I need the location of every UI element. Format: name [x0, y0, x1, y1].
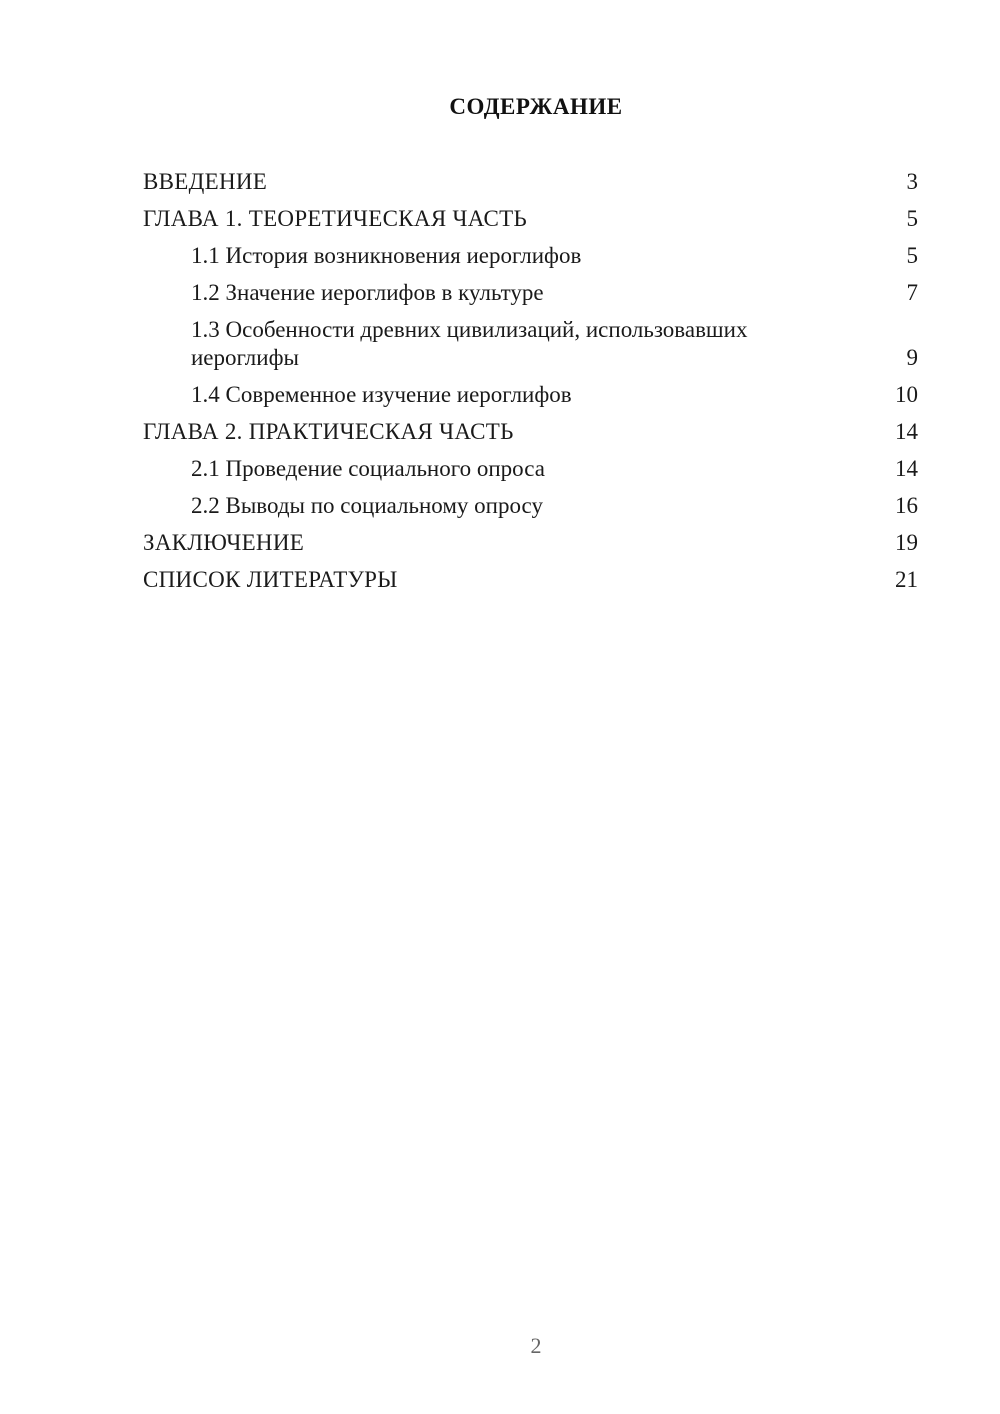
page-number: 2	[530, 1333, 542, 1358]
toc-entry-label: 1.4 Современное изучение иероглифов	[191, 382, 572, 407]
toc-entry-1-4[interactable]	[143, 381, 918, 409]
toc-entry-label: 2.2 Выводы по социальному опросу	[191, 493, 543, 518]
toc-entry-label: 2.1 Проведение социального опроса	[191, 456, 545, 481]
toc-entry-label: 1.2 Значение иероглифов в культуре	[191, 280, 544, 305]
toc-entry-page: 7	[906, 280, 918, 305]
toc-entry-1-1[interactable]	[143, 242, 918, 270]
toc-entry-page: 21	[895, 567, 918, 592]
toc-entry-page: 9	[906, 345, 918, 370]
toc-entry-page: 19	[895, 530, 918, 555]
toc-entry-label: СПИСОК ЛИТЕРАТУРЫ	[143, 567, 398, 592]
toc-entry-chapter-2[interactable]	[143, 418, 918, 446]
toc-entry-page: 14	[895, 419, 918, 444]
toc-entry-1-3[interactable]	[143, 316, 918, 372]
toc-entry-label: ЗАКЛЮЧЕНИЕ	[143, 530, 305, 555]
toc-entry-2-1[interactable]	[143, 455, 918, 483]
toc-entry-references[interactable]	[143, 566, 918, 594]
toc-entry-2-2[interactable]	[143, 492, 918, 520]
toc-entry-page: 5	[906, 243, 918, 268]
toc-entry-page: 14	[895, 456, 918, 481]
toc-entry-conclusion[interactable]	[143, 529, 918, 557]
toc-entry-1-2[interactable]	[143, 279, 918, 307]
toc-entry-label: ГЛАВА 1. ТЕОРЕТИЧЕСКАЯ ЧАСТЬ	[143, 206, 528, 231]
toc-entry-label: ГЛАВА 2. ПРАКТИЧЕСКАЯ ЧАСТЬ	[143, 419, 514, 444]
toc-entry-page: 10	[895, 382, 918, 407]
toc-entry-label: ВВЕДЕНИЕ	[143, 169, 268, 194]
toc-entry-page: 5	[906, 206, 918, 231]
table-of-contents	[143, 168, 918, 603]
toc-entry-label: 1.3 Особенности древних цивилизаций, использовавших иероглифы	[191, 317, 748, 370]
page-title: СОДЕРЖАНИЕ	[449, 94, 623, 119]
toc-entry-page: 16	[895, 493, 918, 518]
toc-entry-chapter-1[interactable]	[143, 205, 918, 233]
toc-entry-page: 3	[906, 169, 918, 194]
toc-entry-label: 1.1 История возникновения иероглифов	[191, 243, 582, 268]
toc-entry-introduction[interactable]	[143, 168, 918, 196]
